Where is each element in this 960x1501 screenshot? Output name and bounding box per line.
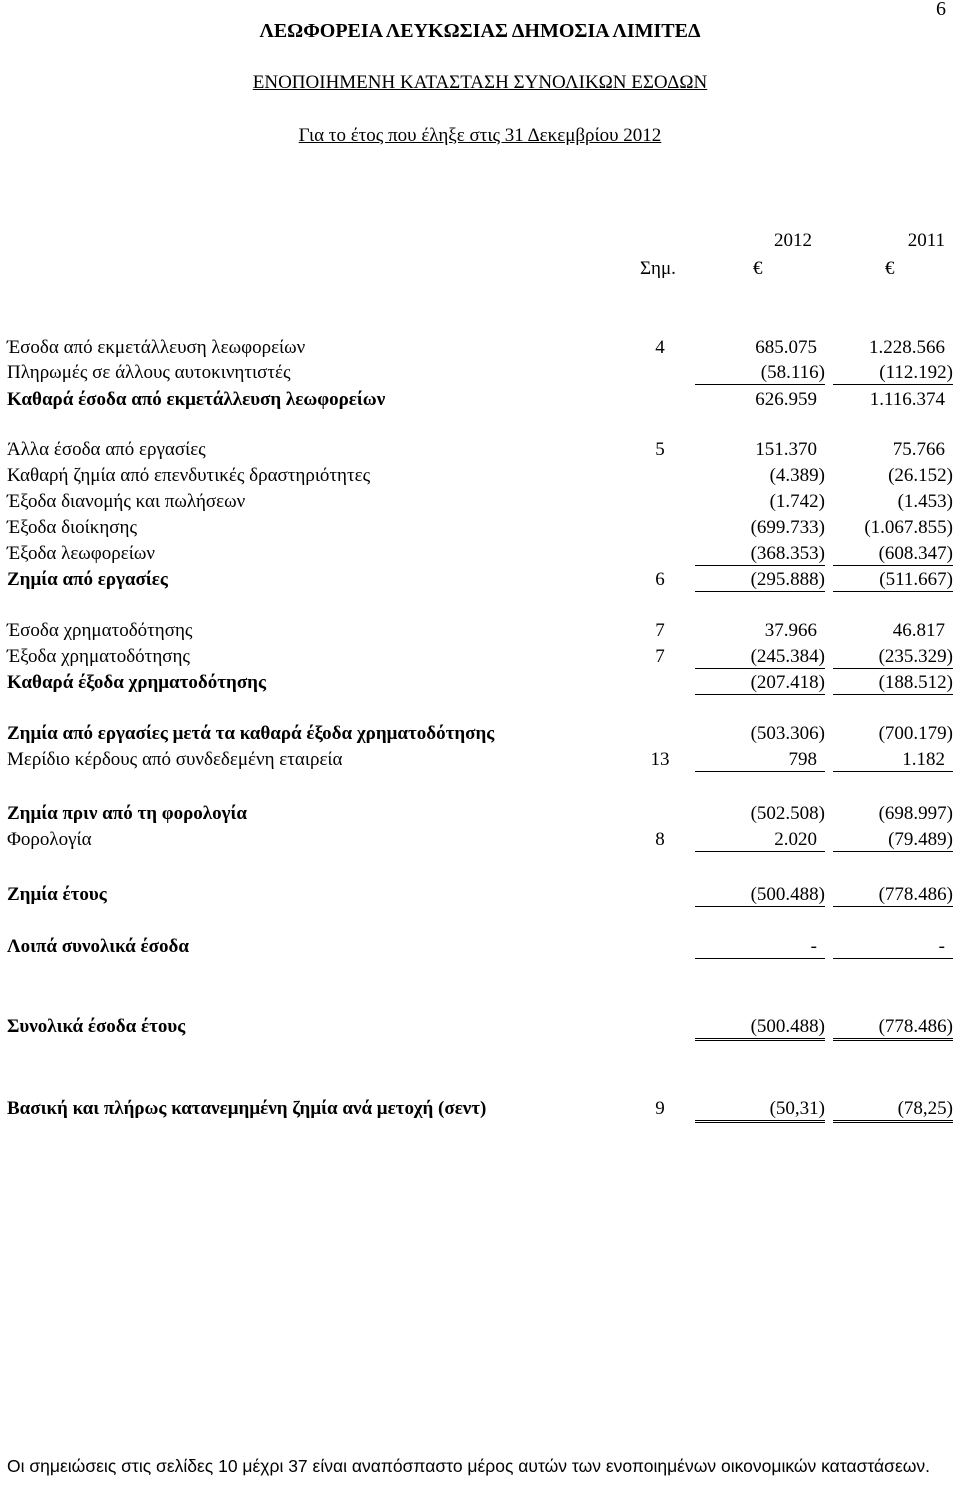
row-label: Έσοδα χρηματοδότησης bbox=[7, 620, 193, 641]
row-value-2011: 1.228.566 bbox=[869, 337, 945, 358]
row-label: Ζημία από εργασίες bbox=[7, 569, 168, 590]
row-label: Έξοδα χρηματοδότησης bbox=[7, 646, 190, 667]
row-label: Καθαρά έσοδα από εκμετάλλευση λεωφορείων bbox=[7, 389, 386, 410]
row-label: Λοιπά συνολικά έσοδα bbox=[7, 936, 189, 957]
column-year-2012: 2012 bbox=[774, 230, 812, 251]
page-number: 6 bbox=[936, 0, 946, 20]
row-value-2012: 37.966 bbox=[764, 620, 817, 641]
row-value-2011: (608.347) bbox=[833, 543, 953, 566]
statement-title: ΕΝΟΠΟΙΗΜΕΝΗ ΚΑΤΑΣΤΑΣΗ ΣΥΝΟΛΙΚΩΝ ΕΣΟΔΩΝ bbox=[252, 72, 708, 93]
row-value-2011: (112.192) bbox=[833, 362, 953, 385]
row-note: 7 bbox=[655, 620, 665, 641]
row-value-2011: (1.067.855) bbox=[864, 517, 953, 538]
row-value-2012: (58.116) bbox=[695, 362, 825, 385]
row-value-2011: (778.486) bbox=[833, 1016, 953, 1041]
row-value-2012: 798 bbox=[695, 749, 825, 772]
row-label: Συνολικά έσοδα έτους bbox=[7, 1016, 186, 1037]
row-value-2012: (1.742) bbox=[769, 491, 825, 512]
row-value-2012: 2.020 bbox=[695, 829, 825, 852]
row-value-2011: (778.486) bbox=[833, 884, 953, 907]
row-note: 7 bbox=[655, 646, 665, 667]
row-value-2011: (700.179) bbox=[878, 723, 953, 744]
row-label: Πληρωμές σε άλλους αυτοκινητιστές bbox=[7, 362, 291, 383]
row-label: Καθαρά έξοδα χρηματοδότησης bbox=[7, 672, 266, 693]
row-value-2012: (503.306) bbox=[750, 723, 825, 744]
statement-period: Για το έτος που έληξε στις 31 Δεκεμβρίου 2012 bbox=[298, 125, 662, 146]
footer-note: Οι σημειώσεις στις σελίδες 10 μέχρι 37 είναι αναπόσπαστο μέρος αυτών των ενοποιημένων οικονομικών καταστάσεων. bbox=[7, 1456, 931, 1476]
row-value-2011: 1.182 bbox=[833, 749, 953, 772]
row-value-2011: (188.512) bbox=[833, 672, 953, 695]
row-value-2012: (50,31) bbox=[695, 1098, 825, 1123]
row-value-2012: (500.488) bbox=[695, 884, 825, 907]
row-value-2011: 1.116.374 bbox=[869, 389, 945, 410]
row-value-2011: 75.766 bbox=[892, 439, 945, 460]
row-value-2011: (79.489) bbox=[833, 829, 953, 852]
column-currency-2012: € bbox=[753, 258, 763, 279]
row-value-2011: (235.329) bbox=[833, 646, 953, 669]
row-label: Άλλα έσοδα από εργασίες bbox=[7, 439, 206, 460]
company-name: ΛΕΩΦΟΡΕΙΑ ΛΕΥΚΩΣΙΑΣ ΔΗΜΟΣΙΑ ΛΙΜΙΤΕΔ bbox=[259, 20, 701, 42]
row-label: Έξοδα λεωφορείων bbox=[7, 543, 155, 564]
row-value-2012: (207.418) bbox=[695, 672, 825, 695]
row-value-2012: (500.488) bbox=[695, 1016, 825, 1041]
row-note: 5 bbox=[655, 439, 665, 460]
row-value-2012: (4.389) bbox=[769, 465, 825, 486]
row-value-2011: 46.817 bbox=[892, 620, 945, 641]
row-value-2012: 685.075 bbox=[755, 337, 817, 358]
row-value-2012: 151.370 bbox=[755, 439, 817, 460]
row-value-2012: - bbox=[695, 936, 825, 959]
row-note: 9 bbox=[655, 1098, 665, 1119]
row-label: Ζημία έτους bbox=[7, 884, 107, 905]
row-label: Ζημία πριν από τη φορολογία bbox=[7, 803, 247, 824]
row-value-2011: (1.453) bbox=[897, 491, 953, 512]
row-label: Μερίδιο κέρδους από συνδεδεμένη εταιρεία bbox=[7, 749, 343, 770]
row-value-2011: - bbox=[833, 936, 953, 959]
row-value-2012: 626.959 bbox=[755, 389, 817, 410]
row-label: Βασική και πλήρως κατανεμημένη ζημία ανά μετοχή (σεντ) bbox=[7, 1098, 487, 1119]
row-label: Έξοδα διοίκησης bbox=[7, 517, 137, 538]
row-label: Έξοδα διανομής και πωλήσεων bbox=[7, 491, 246, 512]
column-currency-2011: € bbox=[885, 258, 895, 279]
row-value-2012: (295.888) bbox=[695, 569, 825, 592]
row-value-2012: (502.508) bbox=[750, 803, 825, 824]
row-value-2011: (26.152) bbox=[888, 465, 953, 486]
row-value-2011: (698.997) bbox=[878, 803, 953, 824]
row-value-2011: (78,25) bbox=[833, 1098, 953, 1123]
row-note: 13 bbox=[650, 749, 670, 770]
row-label: Έσοδα από εκμετάλλευση λεωφορείων bbox=[7, 337, 306, 358]
row-value-2011: (511.667) bbox=[833, 569, 953, 592]
row-note: 4 bbox=[655, 337, 665, 358]
row-value-2012: (245.384) bbox=[695, 646, 825, 669]
row-label: Φορολογία bbox=[7, 829, 92, 850]
row-note: 6 bbox=[655, 569, 665, 590]
row-label: Ζημία από εργασίες μετά τα καθαρά έξοδα χρηματοδότησης bbox=[7, 723, 495, 744]
column-year-2011: 2011 bbox=[907, 230, 945, 251]
row-value-2012: (699.733) bbox=[750, 517, 825, 538]
row-label: Καθαρή ζημία από επενδυτικές δραστηριότητες bbox=[7, 465, 371, 486]
row-note: 8 bbox=[655, 829, 665, 850]
column-note-header: Σημ. bbox=[640, 258, 676, 279]
row-value-2012: (368.353) bbox=[695, 543, 825, 566]
